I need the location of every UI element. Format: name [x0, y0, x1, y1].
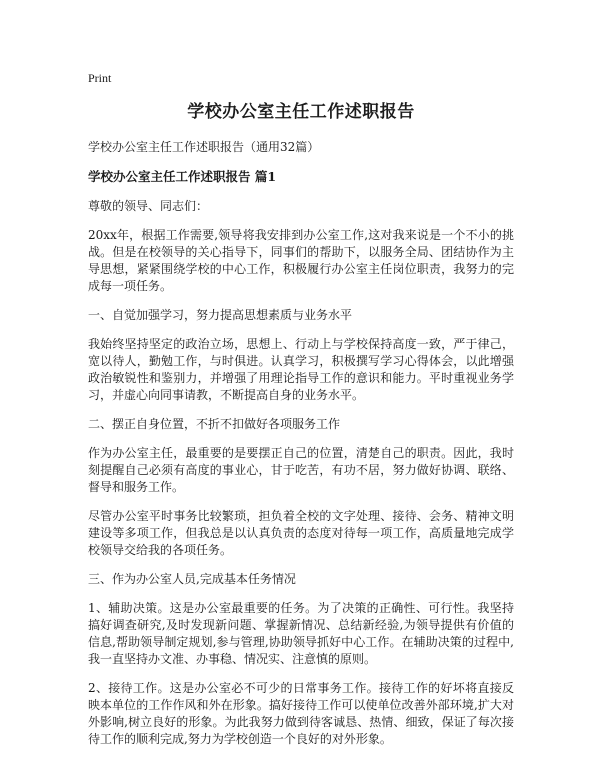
document-subtitle: 学校办公室主任工作述职报告（通用32篇） — [88, 140, 320, 154]
paragraph-affairs: 尽管办公室平时事务比较繁琐，担负着全校的文字处理、接待、会务、精神文明建设等多项工作，但我总是以认真负责的态度对待每一项工作，高质量地完成学校领导交给我的各项任务。 — [88, 509, 514, 557]
paragraph-reception: 2、接待工作。这是办公室必不可少的日常事务工作。接待工作的好坏将直接反映本单位的工作作风和外在形象。搞好接待工作可以使单位改善外部环境,扩大对外影响,树立良好的形象。为此我努力做到待客诚恳、热情、细致，保证了每次接待工作的顺利完成,努力为学校创造一个良好的对外形象。 — [88, 681, 514, 746]
greeting: 尊敬的领导、同志们： — [88, 199, 209, 213]
paragraph-study: 我始终坚持坚定的政治立场，思想上、行动上与学校保持高度一致，严于律己，宽以待人，勤勉工作，与时俱进。认真学习，积极撰写学习心得体会，以此增强政治敏锐性和鉴别力，并增强了用理论指导工作的意识和能力。平时重视业务学习，并虚心向同事请教，不断提高自身的业务水平。 — [88, 337, 514, 402]
section-title: 学校办公室主任工作述职报告 篇1 — [88, 169, 277, 184]
print-label: Print — [88, 71, 112, 85]
heading-1: 一、自觉加强学习，努力提高思想素质与业务水平 — [88, 308, 353, 322]
document-title: 学校办公室主任工作述职报告 — [187, 102, 415, 122]
paragraph-decision: 1、辅助决策。这是办公室最重要的任务。为了决策的正确性、可行性。我坚持搞好调查研究,及时发现新问题、掌握新情况、总结新经验,为领导提供有价值的信息,帮助领导制定规划,参与管理,协助领导抓好中心工作。在辅助决策的过程中,我一直坚持办文准、办事稳、情况实、注意慎的原则。 — [88, 601, 514, 666]
paragraph-position: 作为办公室主任，最重要的是要摆正自己的位置，清楚自己的职责。因此，我时刻提醒自己必须有高度的事业心，甘于吃苦，有功不居，努力做好协调、联络、督导和服务工作。 — [88, 446, 514, 494]
paragraph-intro: 20xx年，根据工作需要,领导将我安排到办公室工作,这对我来说是一个不小的挑战。但是在校领导的关心指导下，同事们的帮助下，以服务全局、团结协作为主导思想，紧紧围绕学校的中心工作，积极履行办公室主任岗位职责，我努力的完成每一项任务。 — [88, 228, 514, 293]
heading-2: 二、摆正自身位置，不折不扣做好各项服务工作 — [88, 417, 341, 431]
heading-3: 三、作为办公室人员,完成基本任务情况 — [88, 572, 296, 586]
